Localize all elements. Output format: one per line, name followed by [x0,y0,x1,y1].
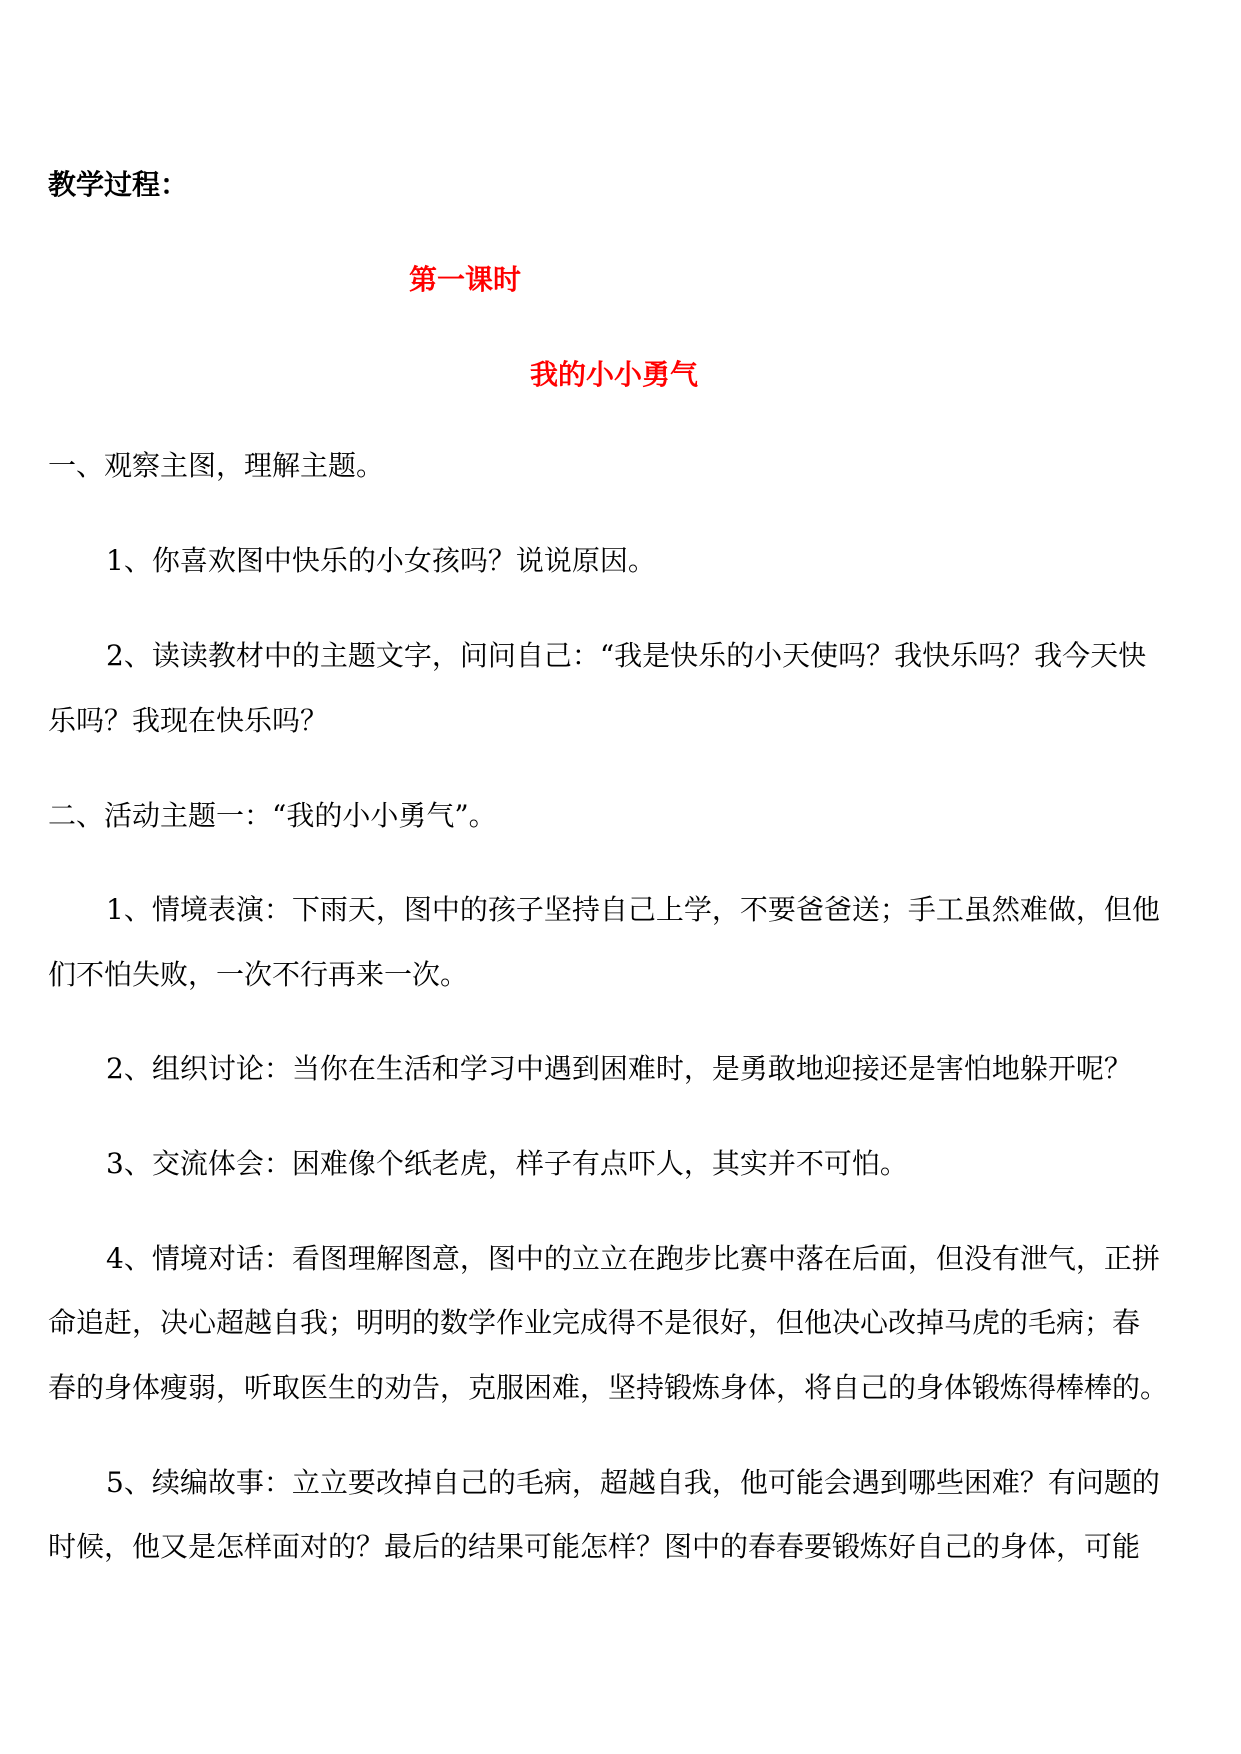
section-2-item-3: 3、交流体会：困难像个纸老虎，样子有点吓人，其实并不可怕。 [106,1147,908,1180]
section-2-item-1-line-2: 们不怕失败，一次不行再来一次。 [48,958,469,991]
section-2-title: 二、活动主题一：“我的小小勇气”。 [48,799,497,832]
section-2-item-5-line-2: 时候，他又是怎样面对的？最后的结果可能怎样？图中的春春要锻炼好自己的身体，可能 [48,1530,1141,1563]
section-2-item-1-line-1: 1、情境表演：下雨天，图中的孩子坚持自己上学，不要爸爸送；手工虽然难做，但他 [106,893,1160,926]
section-2-item-4-line-3: 春的身体瘦弱，听取医生的劝告，克服困难，坚持锻炼身体，将自己的身体锻炼得棒棒的。 [48,1371,1169,1404]
section-2-item-4-line-2: 命追赶，决心超越自我；明明的数学作业完成得不是很好，但他决心改掉马虎的毛病；春 [48,1306,1141,1339]
section-1-title: 一、观察主图，理解主题。 [48,449,385,482]
section-2-item-5-line-1: 5、续编故事：立立要改掉自己的毛病，超越自我，他可能会遇到哪些困难？有问题的 [106,1466,1160,1499]
lesson-label: 第一课时 [409,263,522,296]
section-2-item-4-line-1: 4、情境对话：看图理解图意，图中的立立在跑步比赛中落在后面，但没有泄气，正拼 [106,1242,1160,1275]
section-1-item-2-line-2: 乐吗？我现在快乐吗？ [48,704,329,737]
page-heading: 教学过程： [48,168,189,201]
section-1-item-1: 1、你喜欢图中快乐的小女孩吗？说说原因。 [106,544,656,577]
section-2-item-2: 2、组织讨论：当你在生活和学习中遇到困难时，是勇敢地迎接还是害怕地躲开呢？ [106,1052,1132,1085]
lesson-title: 我的小小勇气 [530,358,699,391]
section-1-item-2-line-1: 2、读读教材中的主题文字，问问自己：“我是快乐的小天使吗？我快乐吗？我今天快 [106,639,1147,672]
